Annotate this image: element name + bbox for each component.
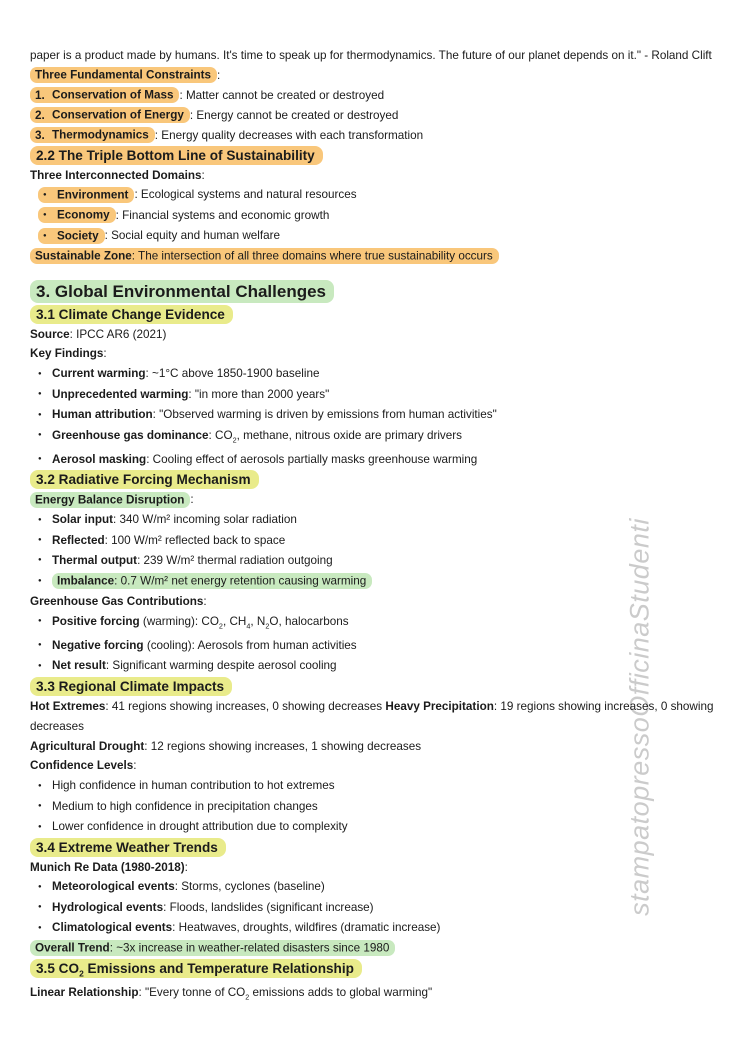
highlight-orange (38, 187, 134, 203)
text-run: Reflected (52, 533, 105, 547)
text-run: Linear Relationship (30, 986, 139, 1000)
text-run: Agricultural Drought (30, 739, 145, 753)
text-run: Sustainable Zone (35, 249, 132, 263)
list-number: 2. (35, 108, 45, 122)
text-run: Climatological events (52, 921, 173, 935)
text-run: : Ecological systems and natural resources (134, 188, 357, 202)
highlight-yellow (30, 959, 362, 978)
constraint-2 (30, 106, 714, 126)
text-run: Aerosol masking (52, 452, 147, 466)
hydrological-events (30, 898, 714, 918)
text-run: Thermodynamics (52, 128, 149, 142)
text-run: Emissions and Temperature Relationship (83, 960, 354, 976)
sustainable-zone (30, 247, 714, 267)
text-run: Unprecedented warming (52, 387, 189, 401)
text-run: Hydrological events (52, 900, 164, 914)
finding-aerosol-masking (30, 450, 714, 470)
bullet-dot-icon: ● (38, 516, 42, 523)
highlight-orange (30, 67, 217, 83)
watermark-text: stampatopressoOfficinaStudenti (624, 518, 655, 916)
linear-relationship (30, 983, 714, 1007)
munich-re-label (30, 858, 714, 878)
text-run: : Financial systems and economic growth (115, 208, 330, 222)
text-run: Overall Trend (35, 941, 110, 955)
finding-unprecedented (30, 385, 714, 405)
confidence-medium (30, 797, 714, 817)
text-run: : Energy quality decreases with each transformation (154, 128, 424, 142)
text-run: (warming): CO (139, 614, 219, 628)
text-run: : 12 regions showing increases, 1 showing decreases (144, 739, 422, 753)
bullet-dot-icon: ● (38, 557, 42, 564)
list-number: 1. (35, 88, 45, 102)
heading-3-2 (30, 470, 714, 490)
energy-balance-label (30, 490, 714, 510)
text-run: : 41 regions showing increases, 0 showing decreases (105, 699, 386, 713)
text-run: : Energy cannot be created or destroyed (189, 108, 399, 122)
text-run: Human attribution (52, 408, 153, 422)
finding-human-attribution (30, 405, 714, 425)
text-run: : 19 regions showing increases, 0 showing decreases (30, 699, 714, 733)
text-run: : (217, 68, 221, 82)
bullet-dot-icon: ● (38, 803, 42, 810)
domain-society (30, 226, 714, 246)
bullet-dot-icon: ● (38, 370, 42, 377)
text-run: : "in more than 2000 years" (188, 387, 330, 401)
text-run: : Social equity and human welfare (104, 229, 280, 243)
confidence-high (30, 776, 714, 796)
highlight-orange (38, 228, 105, 244)
constraint-1 (30, 86, 714, 106)
text-run: Lower confidence in drought attribution due to complexity (52, 820, 348, 834)
text-run: 2.2 The Triple Bottom Line of Sustainability (36, 147, 315, 163)
highlight-yellow (30, 305, 233, 324)
text-run: Net result (52, 659, 106, 673)
highlight-orange (30, 146, 323, 165)
text-run: : 340 W/m² incoming solar radiation (113, 513, 297, 527)
text-run: Greenhouse Gas Contributions (30, 594, 204, 608)
energy-thermal-output (30, 551, 714, 571)
text-run: : Significant warming despite aerosol cooling (105, 659, 337, 673)
text-run: O, halocarbons (269, 614, 349, 628)
heading-3 (30, 281, 714, 303)
highlight-yellow (30, 838, 226, 857)
text-run: : (184, 860, 188, 874)
text-run: Conservation of Mass (52, 88, 174, 102)
bullet-dot-icon: ● (38, 823, 42, 830)
domain-environment (30, 185, 714, 205)
positive-forcing (30, 612, 714, 636)
highlight-orange (38, 207, 116, 223)
text-run: emissions adds to global warming" (249, 986, 433, 1000)
text-run: : "Every tonne of CO (138, 986, 246, 1000)
text-run: , methane, nitrous oxide are primary drivers (236, 428, 463, 442)
highlight-yellow (30, 677, 232, 696)
text-run: Current warming (52, 367, 146, 381)
text-run: 2 (245, 992, 250, 1002)
text-run: Economy (57, 208, 110, 222)
bullet-dot-icon: ● (38, 642, 42, 649)
heading-3-1 (30, 305, 714, 325)
bullet-dot-icon: ● (43, 232, 47, 239)
highlight-orange (30, 127, 155, 143)
text-run: paper is a product made by humans. It's time to speak up for thermodynamics. The future of our planet depends on it." - Roland Clift (30, 49, 712, 62)
heading-2-2 (30, 146, 714, 166)
heading-3-5 (30, 959, 714, 984)
text-run: 2 (232, 434, 237, 444)
text-run: 3.5 CO (36, 960, 80, 976)
text-run: : 100 W/m² reflected back to space (104, 533, 286, 547)
text-run: Hot Extremes (30, 699, 106, 713)
overall-trend (30, 939, 714, 959)
text-run: : (103, 347, 107, 361)
document-content (30, 46, 714, 1008)
heading-3-3 (30, 677, 714, 697)
negative-forcing (30, 636, 714, 656)
bullet-dot-icon: ● (38, 782, 42, 789)
text-run: 2 (265, 621, 270, 630)
domain-economy (30, 206, 714, 226)
text-run: : ~1°C above 1850-1900 baseline (145, 367, 320, 381)
text-run: Source (30, 327, 70, 341)
text-run: : 239 W/m² thermal radiation outgoing (137, 553, 333, 567)
three-fundamental-constraints-label (30, 66, 714, 86)
text-run: Solar input (52, 513, 114, 527)
list-number: 3. (35, 128, 45, 142)
bullet-dot-icon: ● (43, 212, 47, 219)
text-run: : Cooling effect of aerosols partially masks greenhouse warming (146, 452, 478, 466)
text-run: Meteorological events (52, 880, 175, 894)
text-run: Three Interconnected Domains (30, 168, 202, 182)
text-run: : Matter cannot be created or destroyed (179, 88, 385, 102)
bullet-dot-icon: ● (38, 883, 42, 890)
text-run: : "Observed warming is driven by emissions from human activities" (152, 408, 497, 422)
hot-extremes-line (30, 697, 714, 737)
bullet-dot-icon: ● (38, 537, 42, 544)
text-run: 3.3 Regional Climate Impacts (36, 678, 225, 694)
ghg-contributions-label (30, 592, 714, 612)
text-run: 4 (246, 621, 251, 630)
bullet-dot-icon: ● (38, 924, 42, 931)
text-run: Positive forcing (52, 614, 140, 628)
text-run: 3. Global Environmental Challenges (36, 281, 327, 301)
highlight-yellow (30, 470, 259, 489)
bullet-dot-icon: ● (38, 432, 42, 439)
bullet-dot-icon: ● (38, 411, 42, 418)
intro-quote (30, 46, 714, 66)
confidence-levels-label (30, 756, 714, 776)
bullet-dot-icon: ● (38, 391, 42, 398)
energy-reflected (30, 531, 714, 551)
text-run: : (201, 168, 205, 182)
text-run: : Heatwaves, droughts, wildfires (dramatic increase) (172, 921, 441, 935)
key-findings-label (30, 344, 714, 364)
text-run: Greenhouse gas dominance (52, 428, 209, 442)
text-run: 3.1 Climate Change Evidence (36, 306, 225, 322)
source-line (30, 325, 714, 345)
constraint-3 (30, 126, 714, 146)
text-run: Conservation of Energy (52, 108, 184, 122)
meteorological-events (30, 877, 714, 897)
heading-3-4 (30, 838, 714, 858)
text-run: Thermal output (52, 553, 138, 567)
text-run: Confidence Levels (30, 759, 134, 773)
energy-imbalance (30, 571, 714, 591)
text-run: Imbalance (57, 574, 115, 588)
bullet-dot-icon: ● (38, 662, 42, 669)
text-run: : (190, 493, 194, 507)
net-result (30, 656, 714, 676)
finding-current-warming (30, 364, 714, 384)
text-run: : ~3x increase in weather-related disasters since 1980 (109, 941, 390, 955)
text-run: 2 (218, 621, 223, 630)
bullet-dot-icon: ● (38, 904, 42, 911)
bullet-dot-icon: ● (38, 618, 42, 625)
text-run: Energy Balance Disruption (35, 493, 185, 507)
text-run: 3.4 Extreme Weather Trends (36, 839, 218, 855)
highlight-green (30, 280, 334, 303)
text-run: , N (250, 614, 266, 628)
text-run: Society (57, 229, 99, 243)
text-run: Environment (57, 188, 129, 202)
bullet-dot-icon: ● (38, 456, 42, 463)
text-run: (cooling): Aerosols from human activities (143, 638, 357, 652)
text-run: Munich Re Data (1980-2018) (30, 860, 185, 874)
text-run: Medium to high confidence in precipitation changes (52, 799, 318, 813)
highlight-orange (30, 107, 190, 123)
highlight-orange (30, 87, 179, 103)
bullet-dot-icon: ● (38, 577, 42, 584)
text-run: : (133, 759, 137, 773)
text-run: : The intersection of all three domains where true sustainability occurs (131, 249, 493, 263)
highlight-green (30, 940, 395, 956)
text-run: 2 (79, 968, 84, 979)
text-run: 3.2 Radiative Forcing Mechanism (36, 472, 251, 488)
text-run: : Storms, cyclones (baseline) (174, 880, 325, 894)
confidence-lower (30, 817, 714, 837)
finding-ghg-dominance (30, 426, 714, 450)
bullet-dot-icon: ● (43, 191, 47, 198)
agricultural-drought-line (30, 737, 714, 757)
text-run: : IPCC AR6 (2021) (69, 327, 167, 341)
text-run: High confidence in human contribution to hot extremes (52, 779, 335, 793)
text-run: Heavy Precipitation (385, 699, 494, 713)
text-run: Key Findings (30, 347, 104, 361)
text-run: : Floods, landslides (significant increase) (163, 900, 374, 914)
text-run: : CO (208, 428, 233, 442)
climatological-events (30, 918, 714, 938)
text-run: , CH (222, 614, 247, 628)
text-run: : 0.7 W/m² net energy retention causing warming (114, 574, 367, 588)
three-domains-label (30, 166, 714, 186)
highlight-orange (30, 248, 499, 264)
highlight-green (52, 573, 372, 589)
highlight-green (30, 492, 190, 508)
text-run: : (203, 594, 207, 608)
energy-solar-input (30, 510, 714, 530)
text-run: Negative forcing (52, 638, 144, 652)
text-run: Three Fundamental Constraints (35, 68, 211, 82)
